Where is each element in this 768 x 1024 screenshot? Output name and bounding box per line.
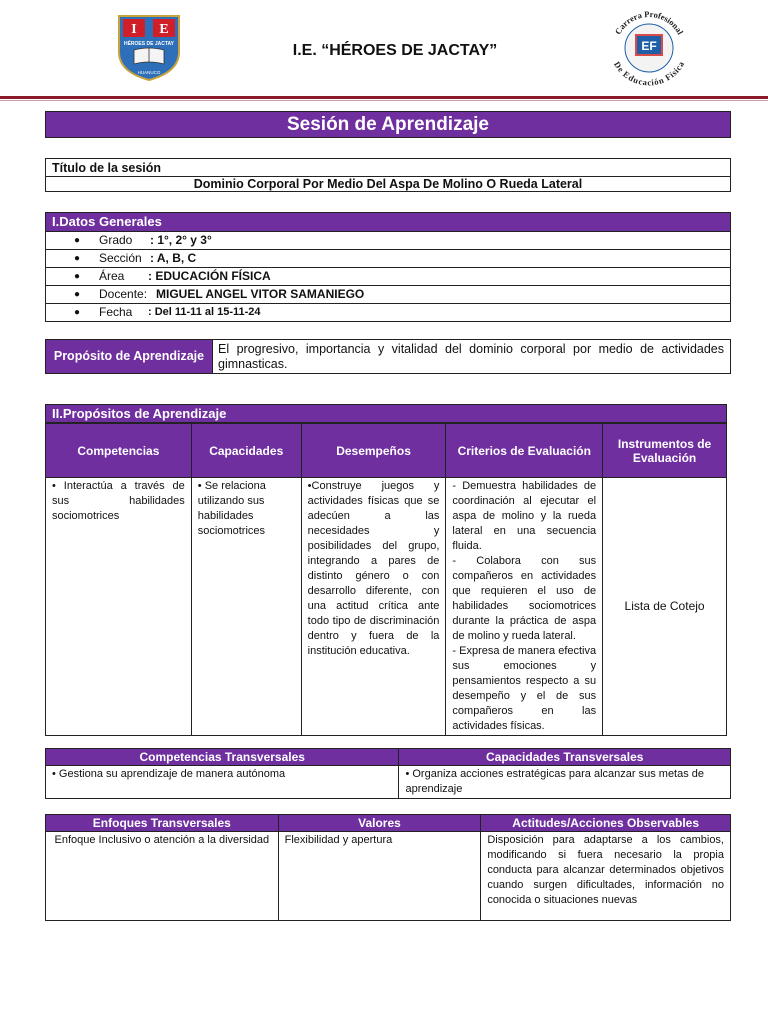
col-capacidades: Capacidades [191, 424, 301, 478]
criterio-3: - Expresa de manera efectiva sus emociones y pensamientos respecto a su desempeño y el de sus compañeros en las actividades físicas. [452, 645, 597, 732]
school-crest-logo [114, 12, 184, 82]
row-value: : 1°, 2° y 3° [150, 233, 212, 247]
logo-arc-top: Carrera Profesional [612, 8, 686, 37]
general-data-row-area [46, 268, 730, 286]
cell-competencia-transversal: • Gestiona su aprendizaje de manera autónoma [46, 766, 399, 799]
bullet-icon: ● [74, 271, 81, 282]
logo-letters: EF [641, 39, 657, 53]
cell-valor: Flexibilidad y apertura [278, 832, 481, 921]
school-name: I.E. “HÉROES DE JACTAY” [292, 42, 498, 59]
col-competencias-transversales: Competencias Transversales [46, 749, 399, 766]
transversal-header-row [46, 749, 731, 766]
row-value: : Del 11-11 al 15-11-24 [148, 306, 261, 318]
logo-arc-bottom: De Educación Física [611, 59, 687, 88]
header-divider-thin [0, 100, 768, 101]
col-actitudes: Actitudes/Acciones Observables [481, 815, 731, 832]
purposes-table [45, 423, 727, 736]
crest-city: HUANUCO [137, 70, 161, 75]
learning-purpose-label: Propósito de Aprendizaje [46, 340, 212, 373]
row-value: : EDUCACIÓN FÍSICA [148, 269, 271, 283]
general-data-row-docente [46, 286, 730, 304]
crest-letter-i: I [131, 22, 137, 37]
criterio-2: - Colabora con sus compañeros en actividades que requieren el uso de habilidades sociomotrices durante la práctica de aspa de molino y rueda lateral. [452, 555, 597, 642]
cell-enfoque: Enfoque Inclusivo o atención a la diversidad [46, 832, 279, 921]
general-data-heading: I.Datos Generales [46, 213, 730, 232]
cell-desempeno: •Construye juegos y actividades físicas que se adecúen a las necesidades y posibilidades del grupo, integrando a pares de distinto género o con desarrollo diferente, con una actitud crítica ante todo tipo de discriminación dentro y fuera de la institución educativa. [301, 478, 446, 736]
cell-actitudes: Disposición para adaptarse a los cambios, modificando si fuera necesario la propia conducta para alcanzar determinados objetivos cuando surgen dificultades, información no conocida o situaciones nuevas [481, 832, 731, 921]
transversal-table [45, 748, 731, 799]
cell-capacidad: • Se relaciona utilizando sus habilidades sociomotrices [191, 478, 301, 736]
general-data-row-fecha [46, 304, 730, 321]
criterio-1: - Demuestra habilidades de coordinación al ejecutar el aspa de molino y la rueda lateral en una secuencia fluida. [452, 480, 597, 552]
cell-instrumento: Lista de Cotejo [603, 478, 727, 736]
approaches-content-row [46, 832, 731, 921]
row-value: : A, B, C [150, 251, 197, 265]
page-title: Sesión de Aprendizaje [45, 111, 731, 138]
row-value: MIGUEL ANGEL VITOR SAMANIEGO [156, 287, 365, 301]
transversal-content-row [46, 766, 731, 799]
row-label: Docente: [99, 287, 148, 301]
bullet-icon: ● [74, 235, 81, 246]
crest-name: HÉROES DE JACTAY [123, 41, 175, 47]
bullet-icon: ● [74, 253, 81, 264]
general-data-row-seccion [46, 250, 730, 268]
session-title-box [45, 158, 731, 192]
approaches-table [45, 814, 731, 921]
session-title-label: Título de la sesión [52, 161, 162, 175]
cell-criterios [446, 478, 603, 736]
purposes-content-row [46, 478, 727, 736]
header-divider [0, 96, 768, 99]
col-competencias: Competencias [46, 424, 192, 478]
cell-competencia: • Interactúa a través de sus habilidades sociomotrices [46, 478, 192, 736]
general-data-row-grado [46, 232, 730, 250]
row-label: Grado [99, 233, 133, 247]
purpose-divider [212, 340, 213, 373]
cell-capacidad-transversal: • Organiza acciones estratégicas para alcanzar sus metas de aprendizaje [399, 766, 731, 799]
row-label: Área [99, 269, 125, 283]
purposes-header-row [46, 424, 727, 478]
purposes-heading: II.Propósitos de Aprendizaje [45, 404, 727, 423]
bullet-icon: ● [74, 289, 81, 300]
learning-purpose-text: El progresivo, importancia y vitalidad del dominio corporal por medio de actividades gimnasticas. [218, 342, 724, 371]
row-label: Fecha [99, 305, 133, 319]
col-criterios: Criterios de Evaluación [446, 424, 603, 478]
approaches-header-row [46, 815, 731, 832]
row-label: Sección [99, 251, 142, 265]
col-instrumentos: Instrumentos de Evaluación [603, 424, 727, 478]
crest-letter-e: E [159, 22, 169, 37]
col-valores: Valores [278, 815, 481, 832]
session-title-value: Dominio Corporal Por Medio Del Aspa De Molino O Rueda Lateral [193, 177, 583, 191]
col-desempenos: Desempeños [301, 424, 446, 478]
education-program-logo [604, 8, 694, 88]
learning-purpose-box [45, 339, 731, 374]
col-capacidades-transversales: Capacidades Transversales [399, 749, 731, 766]
general-data-section [45, 212, 731, 322]
bullet-icon: ● [74, 307, 81, 318]
col-enfoques: Enfoques Transversales [46, 815, 279, 832]
